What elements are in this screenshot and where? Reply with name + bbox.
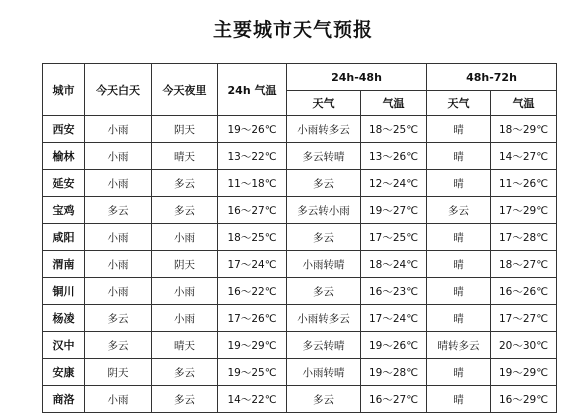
temp-72-cell: 18～29℃ (491, 116, 557, 143)
today-night-cell: 多云 (152, 386, 218, 413)
table-row (43, 386, 557, 413)
weather-48-cell: 多云转晴 (287, 332, 361, 359)
weather-72-cell: 晴 (427, 386, 491, 413)
temp-24h-cell: 17～24℃ (218, 251, 287, 278)
today-day-cell: 阴天 (85, 359, 152, 386)
header-temp-24h: 24h 气温 (218, 64, 287, 116)
city-cell: 咸阳 (43, 224, 85, 251)
temp-48-cell: 13～26℃ (361, 143, 427, 170)
city-cell: 西安 (43, 116, 85, 143)
today-night-cell: 多云 (152, 359, 218, 386)
temp-72-cell: 18～27℃ (491, 251, 557, 278)
weather-72-cell: 晴 (427, 224, 491, 251)
header-today-night: 今天夜里 (152, 64, 218, 116)
weather-72-cell: 晴 (427, 278, 491, 305)
city-cell: 杨凌 (43, 305, 85, 332)
today-night-cell: 多云 (152, 170, 218, 197)
weather-72-cell: 多云 (427, 197, 491, 224)
today-night-cell: 晴天 (152, 332, 218, 359)
weather-72-cell: 晴转多云 (427, 332, 491, 359)
weather-48-cell: 小雨转多云 (287, 305, 361, 332)
today-day-cell: 小雨 (85, 143, 152, 170)
weather-72-cell: 晴 (427, 170, 491, 197)
weather-72-cell: 晴 (427, 143, 491, 170)
temp-72-cell: 11～26℃ (491, 170, 557, 197)
temp-24h-cell: 16～27℃ (218, 197, 287, 224)
temp-24h-cell: 11～18℃ (218, 170, 287, 197)
temp-24h-cell: 16～22℃ (218, 278, 287, 305)
today-night-cell: 小雨 (152, 305, 218, 332)
table-row (43, 224, 557, 251)
today-day-cell: 小雨 (85, 278, 152, 305)
table-row (43, 197, 557, 224)
temp-48-cell: 16～27℃ (361, 386, 427, 413)
city-cell: 汉中 (43, 332, 85, 359)
table-row (43, 332, 557, 359)
weather-48-cell: 多云 (287, 170, 361, 197)
temp-48-cell: 19～28℃ (361, 359, 427, 386)
temp-48-cell: 16～23℃ (361, 278, 427, 305)
header-weather-72: 天气 (427, 91, 491, 116)
temp-72-cell: 14～27℃ (491, 143, 557, 170)
table-row (43, 305, 557, 332)
table-row (43, 143, 557, 170)
header-temperature-72: 气温 (491, 91, 557, 116)
weather-48-cell: 小雨转晴 (287, 251, 361, 278)
today-day-cell: 多云 (85, 197, 152, 224)
city-cell: 榆林 (43, 143, 85, 170)
temp-24h-cell: 19～26℃ (218, 116, 287, 143)
weather-72-cell: 晴 (427, 359, 491, 386)
temp-48-cell: 18～24℃ (361, 251, 427, 278)
city-cell: 铜川 (43, 278, 85, 305)
weather-48-cell: 小雨转晴 (287, 359, 361, 386)
today-day-cell: 小雨 (85, 224, 152, 251)
temp-24h-cell: 18～25℃ (218, 224, 287, 251)
header-city: 城市 (43, 64, 85, 116)
temp-72-cell: 16～26℃ (491, 278, 557, 305)
temp-72-cell: 19～29℃ (491, 359, 557, 386)
temp-72-cell: 17～29℃ (491, 197, 557, 224)
header-weather-48: 天气 (287, 91, 361, 116)
temp-48-cell: 19～26℃ (361, 332, 427, 359)
today-day-cell: 小雨 (85, 386, 152, 413)
weather-48-cell: 多云 (287, 278, 361, 305)
weather-48-cell: 多云 (287, 386, 361, 413)
temp-72-cell: 17～27℃ (491, 305, 557, 332)
forecast-table (42, 63, 557, 413)
today-night-cell: 晴天 (152, 143, 218, 170)
today-night-cell: 阴天 (152, 116, 218, 143)
temp-48-cell: 17～24℃ (361, 305, 427, 332)
table-row (43, 278, 557, 305)
temp-24h-cell: 13～22℃ (218, 143, 287, 170)
weather-72-cell: 晴 (427, 305, 491, 332)
weather-72-cell: 晴 (427, 251, 491, 278)
table-row (43, 251, 557, 278)
city-cell: 商洛 (43, 386, 85, 413)
temp-48-cell: 12～24℃ (361, 170, 427, 197)
header-temperature-48: 气温 (361, 91, 427, 116)
weather-48-cell: 多云 (287, 224, 361, 251)
table-row (43, 359, 557, 386)
weather-48-cell: 多云转晴 (287, 143, 361, 170)
page-title: 主要城市天气预报 (212, 19, 373, 41)
city-cell: 渭南 (43, 251, 85, 278)
today-day-cell: 小雨 (85, 170, 152, 197)
temp-72-cell: 16～29℃ (491, 386, 557, 413)
temp-48-cell: 17～25℃ (361, 224, 427, 251)
today-day-cell: 小雨 (85, 116, 152, 143)
temp-48-cell: 18～25℃ (361, 116, 427, 143)
weather-48-cell: 小雨转多云 (287, 116, 361, 143)
today-night-cell: 阴天 (152, 251, 218, 278)
temp-24h-cell: 19～25℃ (218, 359, 287, 386)
weather-72-cell: 晴 (427, 116, 491, 143)
temp-24h-cell: 19～29℃ (218, 332, 287, 359)
today-night-cell: 多云 (152, 197, 218, 224)
table-row (43, 170, 557, 197)
city-cell: 安康 (43, 359, 85, 386)
today-night-cell: 小雨 (152, 278, 218, 305)
today-night-cell: 小雨 (152, 224, 218, 251)
header-period-24-48: 24h-48h (287, 64, 427, 91)
header-today-day: 今天白天 (85, 64, 152, 116)
table-header-row (43, 64, 557, 91)
today-day-cell: 小雨 (85, 251, 152, 278)
temp-72-cell: 17～28℃ (491, 224, 557, 251)
city-cell: 宝鸡 (43, 197, 85, 224)
temp-72-cell: 20～30℃ (491, 332, 557, 359)
today-day-cell: 多云 (85, 332, 152, 359)
city-cell: 延安 (43, 170, 85, 197)
today-day-cell: 多云 (85, 305, 152, 332)
temp-48-cell: 19～27℃ (361, 197, 427, 224)
table-row (43, 116, 557, 143)
header-period-48-72: 48h-72h (427, 64, 557, 91)
temp-24h-cell: 17～26℃ (218, 305, 287, 332)
weather-48-cell: 多云转小雨 (287, 197, 361, 224)
temp-24h-cell: 14～22℃ (218, 386, 287, 413)
